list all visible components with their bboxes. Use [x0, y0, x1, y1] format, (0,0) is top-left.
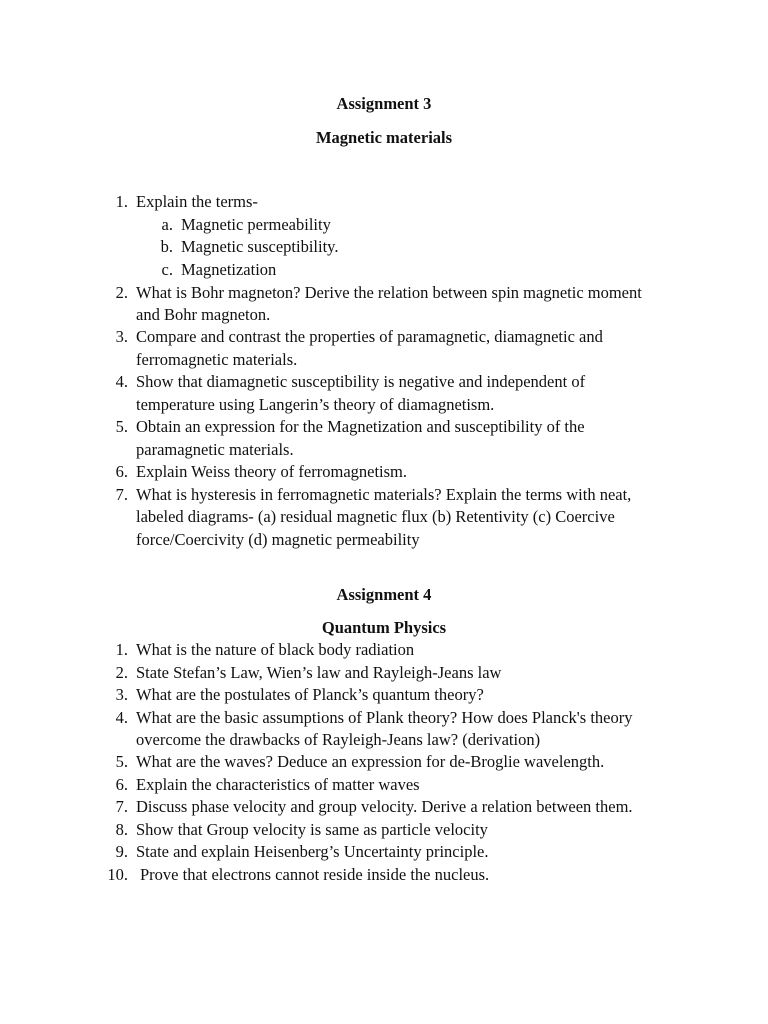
a3-q3-number: 3. [115, 327, 128, 346]
a3-q7-line-3: force/Coercivity (d) magnetic permeability [136, 530, 420, 549]
assignment-3-subtitle: Magnetic materials [315, 128, 453, 147]
a4-q4-line-1: What are the basic assumptions of Plank theory? How does Planck's theory [136, 708, 633, 727]
assignment-3-title: Assignment 3 [336, 94, 432, 113]
a4-q1-text: What is the nature of black body radiation [136, 640, 415, 659]
a4-q9-number: 9. [115, 842, 128, 861]
a3-q1a-text: Magnetic permeability [181, 215, 331, 234]
a4-q8-text: Show that Group velocity is same as particle velocity [136, 820, 488, 839]
a3-q5-line-1: Obtain an expression for the Magnetization and susceptibility of the [136, 417, 585, 436]
a3-q2-line-1: What is Bohr magneton? Derive the relation between spin magnetic moment [136, 283, 642, 302]
a4-q10-number: 10. [107, 865, 128, 884]
a4-q4-number: 4. [115, 708, 128, 727]
a4-q6-text: Explain the characteristics of matter waves [136, 775, 420, 794]
a3-q6-number: 6. [115, 462, 128, 481]
a4-q10-text: Prove that electrons cannot reside inside the nucleus. [140, 865, 490, 884]
a4-q8-number: 8. [115, 820, 128, 839]
a4-q4-line-2: overcome the drawbacks of Rayleigh-Jeans law? (derivation) [136, 730, 541, 749]
a4-q9-text: State and explain Heisenberg’s Uncertainty principle. [136, 842, 489, 861]
a3-q4-line-2: temperature using Langerin’s theory of diamagnetism. [136, 395, 495, 414]
a4-q2-text: State Stefan’s Law, Wien’s law and Rayleigh-Jeans law [136, 663, 502, 682]
a3-q1-text: Explain the terms- [136, 192, 258, 211]
a3-q4-line-1: Show that diamagnetic susceptibility is negative and independent of [136, 372, 586, 391]
a3-q7-line-2: labeled diagrams- (a) residual magnetic flux (b) Retentivity (c) Coercive [136, 507, 615, 526]
a3-q7-number: 7. [115, 485, 128, 504]
a4-q5-number: 5. [115, 752, 128, 771]
a3-q3-line-1: Compare and contrast the properties of paramagnetic, diamagnetic and [136, 327, 603, 346]
a4-q2-number: 2. [115, 663, 128, 682]
assignment-4-title: Assignment 4 [336, 585, 432, 604]
a3-q1-number: 1. [115, 192, 128, 211]
a4-q7-number: 7. [115, 797, 128, 816]
a4-q3-text: What are the postulates of Planck’s quantum theory? [136, 685, 484, 704]
a3-q6-text: Explain Weiss theory of ferromagnetism. [136, 462, 408, 481]
a3-q3-line-2: ferromagnetic materials. [136, 350, 298, 369]
a3-q2-number: 2. [115, 283, 128, 302]
a3-q1a-letter: a. [161, 215, 173, 234]
a3-q4-number: 4. [115, 372, 128, 391]
a3-q5-number: 5. [115, 417, 128, 436]
a3-q1c-text: Magnetization [181, 260, 277, 279]
a3-q5-line-2: paramagnetic materials. [136, 440, 294, 459]
a4-q1-number: 1. [115, 640, 128, 659]
a3-q2-line-2: and Bohr magneton. [136, 305, 271, 324]
a3-q7-line-1: What is hysteresis in ferromagnetic materials? Explain the terms with neat, [136, 485, 632, 504]
a3-q1b-text: Magnetic susceptibility. [181, 237, 339, 256]
a4-q6-number: 6. [115, 775, 128, 794]
a3-q1c-letter: c. [161, 260, 173, 279]
a4-q3-number: 3. [115, 685, 128, 704]
assignment-4-subtitle: Quantum Physics [321, 618, 447, 637]
a3-q1b-letter: b. [160, 237, 173, 256]
a4-q5-text: What are the waves? Deduce an expression for de-Broglie wavelength. [136, 752, 605, 771]
a4-q7-text: Discuss phase velocity and group velocity. Derive a relation between them. [136, 797, 633, 816]
